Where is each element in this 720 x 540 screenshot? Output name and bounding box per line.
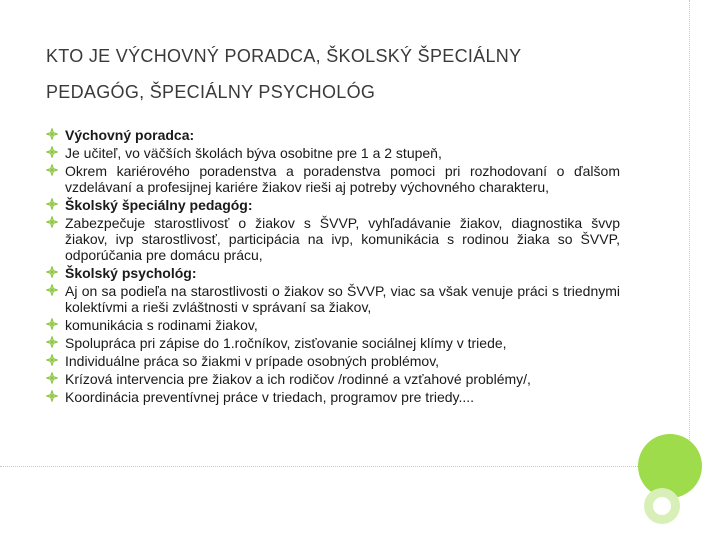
list-item-text: Výchovný poradca:: [65, 127, 195, 143]
list-item: [46, 215, 620, 263]
list-item-text: Koordinácia preventívnej práce v triedach, programov pre triedy....: [65, 389, 475, 405]
slide-title: [46, 38, 646, 110]
star-bullet-icon: [46, 284, 58, 296]
list-item: [46, 283, 620, 315]
list-item-skolsky-specialny-pedagog-heading: [46, 197, 620, 213]
list-item-text: Školský psychológ:: [65, 265, 197, 281]
list-item: [46, 371, 620, 387]
star-bullet-icon: [46, 198, 58, 210]
list-item: [46, 317, 620, 333]
list-item-text: Spolupráca pri zápise do 1.ročníkov, zisťovanie sociálnej klímy v triede,: [65, 335, 507, 351]
list-item-vychovny-poradca-heading: [46, 127, 620, 143]
star-bullet-icon: [46, 390, 58, 402]
list-item-text: Je učiteľ, vo väčších školách býva osobitne pre 1 a 2 stupeň,: [65, 145, 442, 161]
slide-title-line-1: KTO JE VÝCHOVNÝ PORADCA, ŠKOLSKÝ ŠPECIÁLNY: [46, 46, 522, 66]
list-item-skolsky-psycholog-heading: [46, 265, 620, 281]
list-item-text: Individuálne práca so žiakmi v prípade osobných problémov,: [65, 353, 440, 369]
list-item-text: Zabezpečuje starostlivosť o žiakov s ŠVVP, vyhľadávanie žiakov, diagnostika švvp žiakov, ivp starostlivosť, participácia na ivp, komunikácia s rodinou žiaka so ŠVVP, odporúčania pre domácu prácu,: [65, 215, 620, 263]
star-bullet-icon: [46, 146, 58, 158]
list-item: [46, 389, 620, 405]
star-bullet-icon: [46, 372, 58, 384]
list-item-text: komunikácia s rodinami žiakov,: [65, 317, 258, 333]
star-bullet-icon: [46, 128, 58, 140]
star-bullet-icon: [46, 354, 58, 366]
slide-frame-vertical-line: [689, 0, 690, 470]
list-item-text: Školský špeciálny pedagóg:: [65, 197, 253, 213]
list-item-text: Okrem kariérového poradenstva a poradenstva pomoci pri rozhodovaní o ďalšom vzdelávaní a profesijnej kariére žiakov rieši aj potreby výchovného charakteru,: [65, 163, 620, 195]
decorative-green-circle: [638, 434, 702, 498]
list-item: [46, 335, 620, 351]
list-item: [46, 353, 620, 369]
star-bullet-icon: [46, 318, 58, 330]
star-bullet-icon: [46, 336, 58, 348]
slide-frame-horizontal-line: [0, 466, 690, 467]
star-bullet-icon: [46, 164, 58, 176]
star-bullet-icon: [46, 266, 58, 278]
slide-title-line-2: PEDAGÓG, ŠPECIÁLNY PSYCHOLÓG: [46, 82, 376, 102]
decorative-ring-center: [653, 497, 671, 515]
star-bullet-icon: [46, 216, 58, 228]
list-item: [46, 145, 620, 161]
list-item-text: Krízová intervencia pre žiakov a ich rodičov /rodinné a vzťahové problémy/,: [65, 371, 531, 387]
list-item-text: Aj on sa podieľa na starostlivosti o žiakov so ŠVVP, viac sa však venuje práci s triednymi kolektívmi a rieši zvláštnosti v správaní sa žiakov,: [65, 283, 620, 315]
bullet-list: [46, 127, 620, 407]
list-item: [46, 163, 620, 195]
